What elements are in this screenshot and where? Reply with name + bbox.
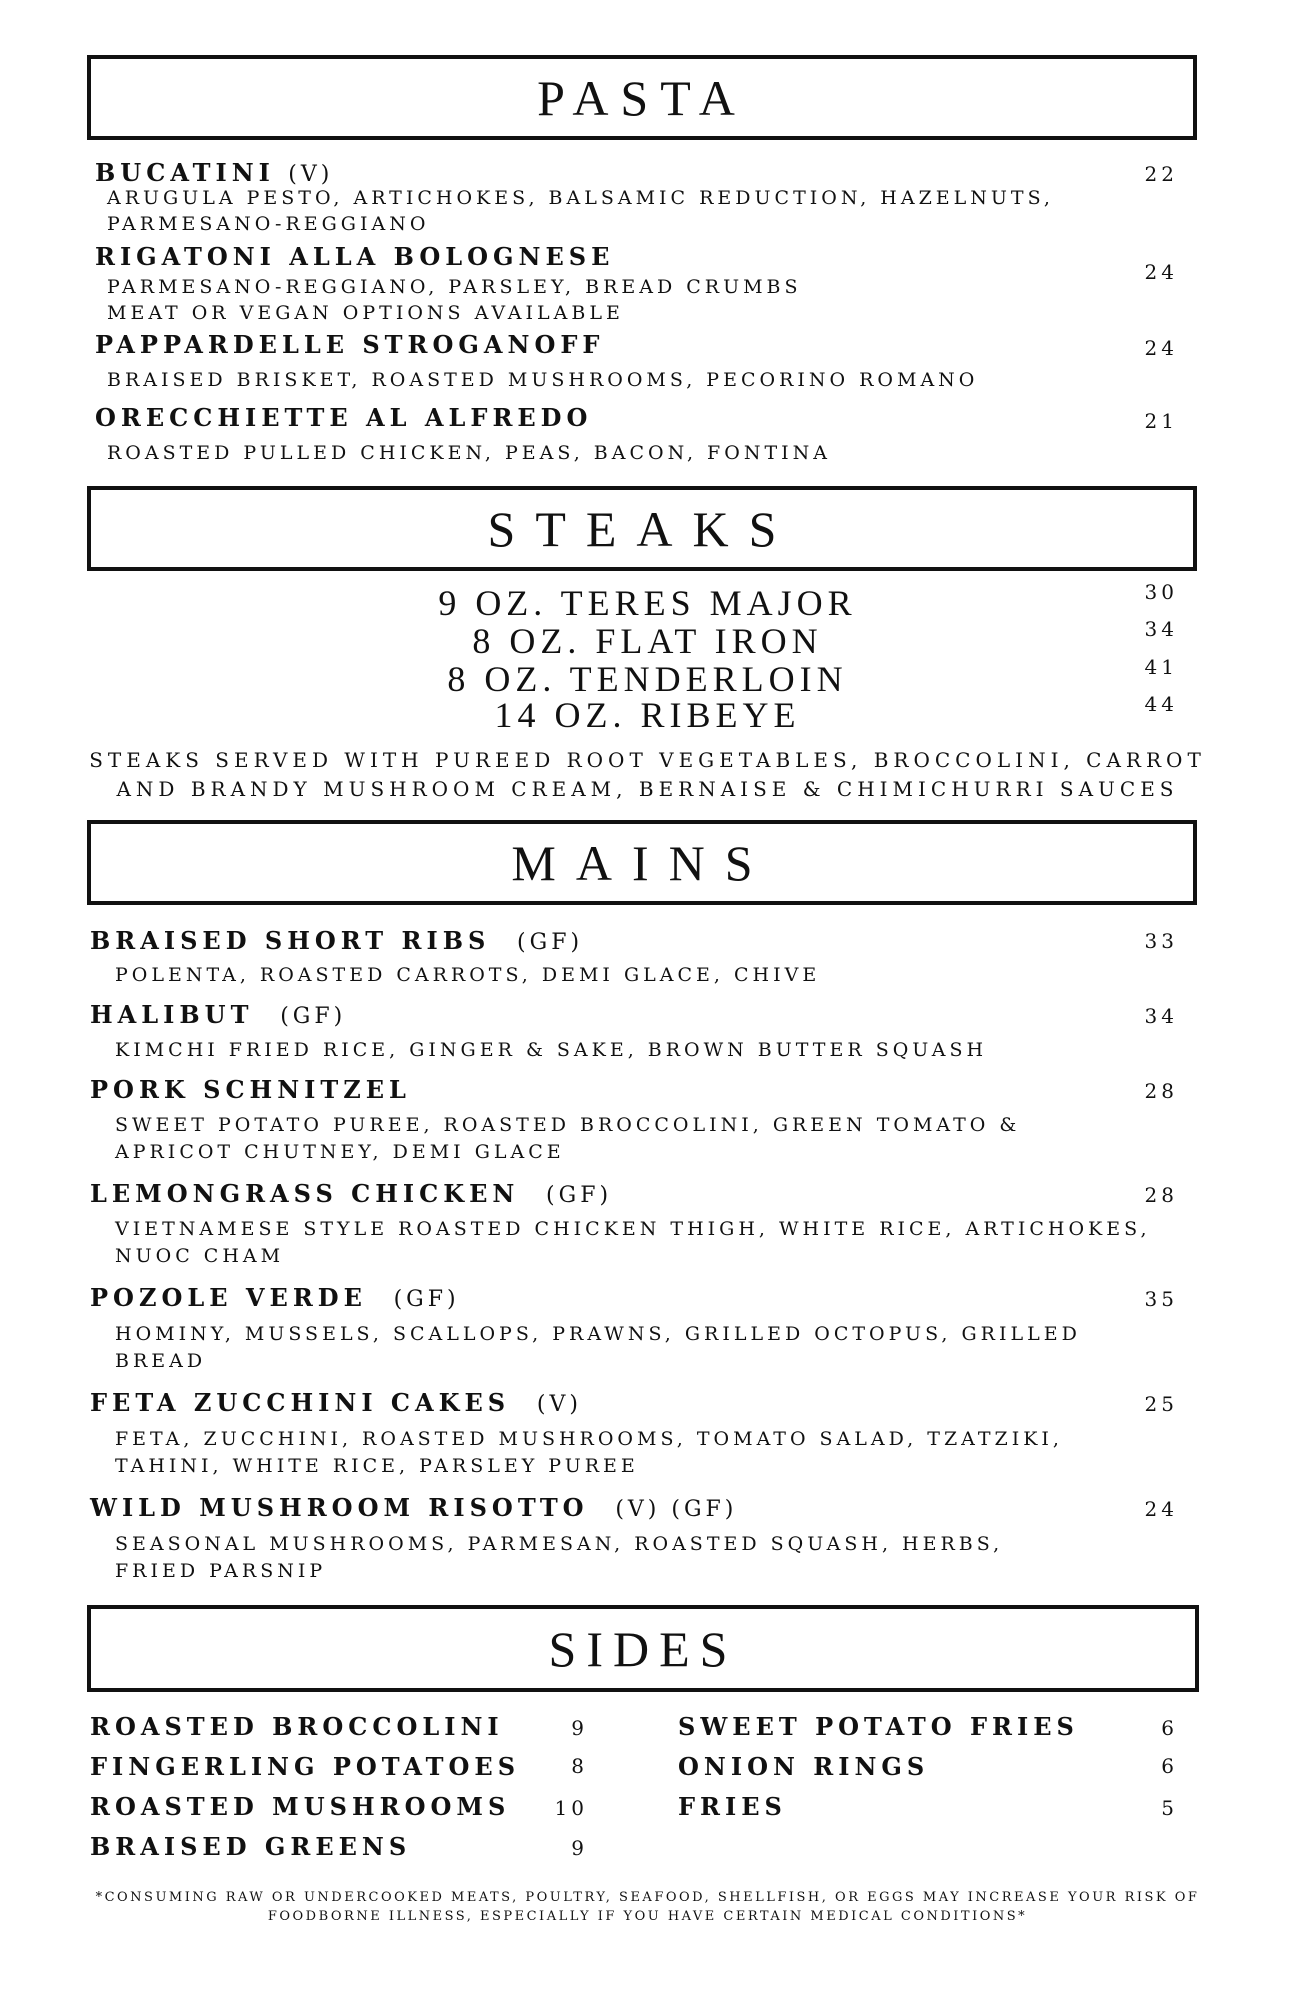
pasta-item-price: 21 bbox=[1144, 409, 1178, 433]
main-item-desc: POLENTA, ROASTED CARROTS, DEMI GLACE, CHIVE bbox=[115, 964, 821, 986]
pasta-item-desc: PARMESANO-REGGIANO, PARSLEY, BREAD CRUMBS bbox=[107, 276, 802, 298]
steaks-note: AND BRANDY MUSHROOM CREAM, BERNAISE & CHIMICHURRI SAUCES bbox=[116, 777, 1179, 801]
steak-price: 30 bbox=[1144, 580, 1178, 604]
dietary-tag: (V) bbox=[536, 1392, 582, 1417]
dietary-tag: (GF) bbox=[280, 1004, 347, 1029]
pasta-item-price: 24 bbox=[1144, 336, 1178, 360]
main-item-desc: SEASONAL MUSHROOMS, PARMESAN, ROASTED SQUASH, HERBS, bbox=[115, 1533, 1004, 1555]
main-item-desc: APRICOT CHUTNEY, DEMI GLACE bbox=[115, 1141, 565, 1163]
pasta-item-price: 22 bbox=[1144, 162, 1178, 186]
steak-name: 14 OZ. RIBEYE bbox=[494, 695, 801, 735]
dietary-tag: (V) bbox=[288, 162, 334, 187]
pasta-item-desc: ARUGULA PESTO, ARTICHOKES, BALSAMIC REDUCTION, HAZELNUTS, bbox=[107, 187, 1054, 209]
side-item-name: ROASTED MUSHROOMS bbox=[90, 1792, 511, 1821]
disclaimer-text: FOODBORNE ILLNESS, ESPECIALLY IF YOU HAVE CERTAIN MEDICAL CONDITIONS* bbox=[267, 1909, 1028, 1924]
main-item-desc: FETA, ZUCCHINI, ROASTED MUSHROOMS, TOMATO SALAD, TZATZIKI, bbox=[115, 1428, 1063, 1450]
side-item-price: 10 bbox=[554, 1796, 588, 1820]
pasta-item-price: 24 bbox=[1144, 260, 1178, 284]
main-item-desc: SWEET POTATO PUREE, ROASTED BROCCOLINI, GREEN TOMATO & bbox=[115, 1114, 1021, 1136]
dietary-tag: (GF) bbox=[517, 930, 584, 955]
side-item-name: SWEET POTATO FRIES bbox=[678, 1712, 1079, 1741]
main-item-desc: VIETNAMESE STYLE ROASTED CHICKEN THIGH, WHITE RICE, ARTICHOKES, bbox=[115, 1218, 1151, 1240]
disclaimer-text: *CONSUMING RAW OR UNDERCOOKED MEATS, POULTRY, SEAFOOD, SHELLFISH, OR EGGS MAY INCREASE YOUR RISK OF bbox=[95, 1890, 1200, 1905]
steak-name: 9 OZ. TERES MAJOR bbox=[438, 583, 857, 623]
pasta-item-desc: PARMESANO-REGGIANO bbox=[107, 213, 430, 235]
side-item-name: ROASTED BROCCOLINI bbox=[90, 1712, 504, 1741]
pasta-header-box bbox=[87, 55, 1197, 140]
pasta-item-name: PAPPARDELLE STROGANOFF bbox=[95, 330, 605, 359]
main-item-name: WILD MUSHROOM RISOTTO (V) (GF) bbox=[90, 1493, 738, 1522]
sides-header-box bbox=[87, 1605, 1199, 1692]
main-item-desc: FRIED PARSNIP bbox=[115, 1560, 327, 1582]
pasta-item-name: ORECCHIETTE AL ALFREDO bbox=[95, 403, 593, 432]
main-item-desc: KIMCHI FRIED RICE, GINGER & SAKE, BROWN BUTTER SQUASH bbox=[115, 1039, 988, 1061]
main-item-desc: BREAD bbox=[115, 1350, 207, 1372]
steak-price: 44 bbox=[1144, 692, 1178, 716]
main-item-price: 28 bbox=[1144, 1079, 1178, 1103]
main-item-price: 33 bbox=[1144, 929, 1178, 953]
main-item-name: BRAISED SHORT RIBS (GF) bbox=[90, 926, 584, 955]
side-item-price: 9 bbox=[571, 1716, 588, 1740]
main-item-name: FETA ZUCCHINI CAKES (V) bbox=[90, 1388, 582, 1417]
steak-name: 8 OZ. FLAT IRON bbox=[472, 621, 823, 661]
dietary-tag: (V) (GF) bbox=[615, 1497, 738, 1522]
main-item-desc: NUOC CHAM bbox=[115, 1245, 285, 1267]
main-item-desc: HOMINY, MUSSELS, SCALLOPS, PRAWNS, GRILLED OCTOPUS, GRILLED bbox=[115, 1323, 1081, 1345]
pasta-item-name: BUCATINI (V) bbox=[95, 158, 334, 187]
sides-title: SIDES bbox=[548, 1620, 738, 1677]
side-item-price: 6 bbox=[1161, 1754, 1178, 1778]
mains-header-box bbox=[87, 820, 1197, 905]
steak-name: 8 OZ. TENDERLOIN bbox=[447, 659, 848, 699]
main-item-name: HALIBUT (GF) bbox=[90, 1000, 347, 1029]
main-item-name: PORK SCHNITZEL bbox=[90, 1075, 411, 1104]
steaks-header-box bbox=[87, 486, 1197, 571]
main-item-price: 35 bbox=[1144, 1287, 1178, 1311]
side-item-price: 9 bbox=[571, 1836, 588, 1860]
mains-title: MAINS bbox=[511, 834, 773, 891]
main-item-desc: TAHINI, WHITE RICE, PARSLEY PUREE bbox=[115, 1455, 639, 1477]
main-item-price: 28 bbox=[1144, 1183, 1178, 1207]
pasta-item-desc: BRAISED BRISKET, ROASTED MUSHROOMS, PECORINO ROMANO bbox=[107, 369, 979, 391]
dietary-tag: (GF) bbox=[393, 1287, 460, 1312]
side-item-name: BRAISED GREENS bbox=[90, 1832, 412, 1861]
main-item-price: 25 bbox=[1144, 1392, 1178, 1416]
side-item-name: FINGERLING POTATOES bbox=[90, 1752, 521, 1781]
side-item-price: 8 bbox=[571, 1754, 588, 1778]
pasta-title: PASTA bbox=[537, 69, 747, 126]
side-item-name: ONION RINGS bbox=[678, 1752, 930, 1781]
pasta-item-desc: ROASTED PULLED CHICKEN, PEAS, BACON, FONTINA bbox=[107, 442, 831, 464]
side-item-price: 5 bbox=[1161, 1796, 1178, 1820]
steak-price: 34 bbox=[1144, 617, 1178, 641]
side-item-price: 6 bbox=[1161, 1716, 1178, 1740]
main-item-name: LEMONGRASS CHICKEN (GF) bbox=[90, 1179, 613, 1208]
pasta-item-name: RIGATONI ALLA BOLOGNESE bbox=[95, 242, 615, 271]
dietary-tag: (GF) bbox=[546, 1183, 613, 1208]
main-item-price: 34 bbox=[1144, 1004, 1178, 1028]
steak-price: 41 bbox=[1144, 655, 1178, 679]
main-item-price: 24 bbox=[1144, 1497, 1178, 1521]
steaks-note: STEAKS SERVED WITH PUREED ROOT VEGETABLES, BROCCOLINI, CARROT bbox=[89, 748, 1206, 772]
pasta-item-desc: MEAT OR VEGAN OPTIONS AVAILABLE bbox=[107, 302, 624, 324]
steaks-title: STEAKS bbox=[487, 500, 797, 557]
side-item-name: FRIES bbox=[678, 1792, 787, 1821]
main-item-name: POZOLE VERDE (GF) bbox=[90, 1283, 460, 1312]
